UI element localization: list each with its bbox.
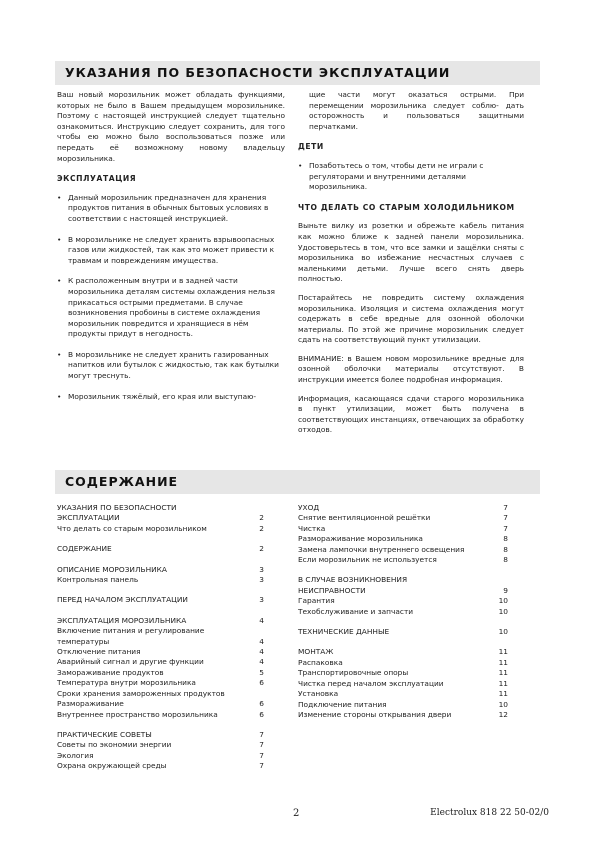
contents-title: СОДЕРЖАНИЕ: [65, 474, 179, 489]
contents-entry-page: 12: [498, 709, 508, 719]
contents-entry: [298, 575, 508, 585]
contents-entry: [57, 513, 264, 523]
children-list: [298, 161, 524, 193]
contents-group: [57, 616, 264, 720]
contents-entry: [57, 751, 264, 761]
contents-entry-title: ПЕРЕД НАЧАЛОМ ЭКСПЛУАТАЦИИ: [57, 595, 188, 605]
contents-entry: [57, 595, 264, 605]
contents-entry-page: 6: [259, 699, 264, 709]
contents-entry: [57, 575, 264, 585]
contents-left-column: [57, 503, 264, 782]
contents-entry-page: 2: [259, 544, 264, 554]
contents-entry-page: 3: [259, 575, 264, 585]
contents-entry-page: 6: [259, 678, 264, 688]
contents-entry-page: 8: [503, 534, 508, 544]
operation-continuation: щие части могут оказаться острыми. При перемещении морозильника следует соблю- дать осторожность и пользоваться защитными перчатками.: [309, 90, 524, 131]
contents-entry: [298, 586, 508, 596]
contents-entry: [57, 740, 264, 750]
contents-entry: [298, 503, 508, 513]
contents-entry-title: ЭКСПЛУАТАЦИИ: [57, 513, 120, 523]
contents-group: [298, 503, 508, 565]
contents-entry-page: 3: [259, 595, 264, 605]
contents-entry-page: 10: [498, 627, 508, 637]
contents-entry-title: Что делать со старым морозильником: [57, 523, 207, 533]
old-fridge-paragraph: ВНИМАНИЕ: в Вашем новом морозильнике вредные для озонной оболочки материалы отсутствуют. В инструкции имеется более подробная информация.: [298, 353, 524, 385]
contents-entry-page: 7: [259, 729, 264, 739]
old-fridge-paragraph: Информация, касающаяся сдачи старого морозильника в пункт утилизации, может быть получена в соответствующих инстанциях, отвечающих за обработку отходов.: [298, 393, 524, 435]
contents-entry-page: [494, 575, 508, 585]
contents-entry-page: 2: [259, 523, 264, 533]
contents-entry-title: Замораживание продуктов: [57, 667, 164, 677]
contents-entry-page: 7: [503, 513, 508, 523]
contents-entry: [298, 710, 508, 720]
contents-entry-page: 10: [498, 606, 508, 616]
contents-entry-page: 11: [498, 689, 508, 699]
contents-entry-page: [250, 689, 264, 699]
contents-entry-page: 4: [259, 657, 264, 667]
contents-entry: [298, 668, 508, 678]
contents-entry-title: Гарантия: [298, 596, 335, 606]
contents-entry-page: 4: [259, 636, 264, 646]
contents-entry-title: УХОД: [298, 503, 320, 512]
contents-entry: [57, 565, 264, 575]
contents-entry-title: ЭКСПЛУАТАЦИЯ МОРОЗИЛЬНИКА: [57, 615, 187, 625]
contents-header-band: [55, 470, 540, 494]
contents-entry: [57, 689, 264, 699]
contents-right-column: [298, 503, 508, 730]
contents-entry-page: 11: [498, 647, 508, 657]
contents-entry: [298, 524, 508, 534]
contents-entry-page: 11: [498, 657, 508, 667]
contents-entry-page: 6: [259, 709, 264, 719]
page-number: 2: [293, 808, 300, 819]
contents-entry-title: Аварийный сигнал и другие функции: [57, 657, 204, 667]
contents-entry-page: 10: [498, 699, 508, 709]
operation-list-item: • В морозильнике не следует хранить газированных напитков или бутылок с жидкостью, так как бутылки могут треснуть.: [57, 350, 285, 382]
contents-entry: [298, 627, 508, 637]
contents-entry-page: 7: [259, 761, 264, 771]
contents-entry-page: 9: [503, 585, 508, 595]
contents-entry-page: 5: [259, 667, 264, 677]
contents-entry: [298, 534, 508, 544]
contents-entry-title: Чистка перед началом эксплуатации: [298, 678, 444, 688]
contents-entry-title: СОДЕРЖАНИЕ: [57, 544, 112, 554]
contents-entry-page: 7: [503, 503, 508, 512]
contents-entry-title: Подключение питания: [298, 699, 387, 709]
contents-entry-title: Транспортировочные опоры: [298, 668, 409, 678]
contents-entry: [57, 678, 264, 688]
contents-entry: [298, 596, 508, 606]
contents-entry-title: Температура внутри морозильника: [57, 678, 196, 688]
contents-entry: [298, 689, 508, 699]
contents-group: [57, 565, 264, 586]
contents-entry: [57, 761, 264, 771]
contents-entry: [57, 668, 264, 678]
contents-entry: [57, 730, 264, 740]
contents-entry-page: 7: [503, 523, 508, 533]
contents-group: [298, 627, 508, 637]
contents-entry-title: Если морозильник не используется: [298, 555, 437, 565]
contents-entry: [298, 555, 508, 565]
contents-entry: [298, 700, 508, 710]
contents-group: [298, 647, 508, 720]
operation-list-item: • В морозильнике не следует хранить взрывоопасных газов или жидкостей, так как это может привести к травмам и повреждениям имущества.: [57, 235, 285, 267]
contents-entry: [57, 647, 264, 657]
contents-entry-page: 4: [259, 615, 264, 625]
contents-group: [57, 544, 264, 554]
contents-entry-title: Охрана окружающей среды: [57, 761, 167, 771]
contents-entry: [57, 657, 264, 667]
contents-group: [57, 730, 264, 772]
contents-entry-page: 11: [498, 678, 508, 688]
contents-entry-title: Советы по экономии энергии: [57, 740, 172, 750]
contents-entry-page: 10: [498, 596, 508, 606]
contents-entry-title: Снятие вентиляционной решётки: [298, 513, 431, 523]
contents-entry: [298, 607, 508, 617]
children-list-item: • Позаботьтесь о том, чтобы дети не играли с регуляторами и внутренними деталями морозильника.: [298, 161, 524, 193]
safety-right-column: [298, 90, 524, 444]
safety-header-band: [55, 61, 540, 85]
contents-entry: [57, 524, 264, 534]
contents-entry-title: МОНТАЖ: [298, 647, 334, 657]
contents-entry-page: 7: [259, 740, 264, 750]
contents-group: [298, 575, 508, 617]
contents-entry: [298, 513, 508, 523]
operation-list-item: • К расположенным внутри и в задней части морозильника деталям системы охлаждения нельзя прикасаться острыми предметами. В случае возникновения пробоины в системе охлаждения морозильник повредится и хранящиеся в нём продукты придут в негодность.: [57, 276, 285, 340]
contents-entry: [57, 503, 264, 513]
contents-entry-title: ОПИСАНИЕ МОРОЗИЛЬНИКА: [57, 564, 167, 574]
contents-entry-title: ПРАКТИЧЕСКИЕ СОВЕТЫ: [57, 729, 152, 739]
contents-entry-title: Экология: [57, 750, 94, 760]
contents-entry-title: Установка: [298, 689, 339, 699]
contents-entry: [57, 626, 264, 636]
contents-entry: [57, 637, 264, 647]
contents-entry-title: Сроки хранения замороженных продуктов: [57, 688, 225, 698]
contents-entry-page: [250, 503, 264, 513]
safety-left-column: [57, 90, 285, 412]
contents-entry-title: Отключение питания: [57, 647, 141, 657]
contents-entry-title: Размораживание: [57, 699, 124, 709]
safety-title: УКАЗАНИЯ ПО БЕЗОПАСНОСТИ ЭКСПЛУАТАЦИИ: [65, 65, 451, 80]
contents-entry-page: 4: [259, 647, 264, 657]
contents-entry-title: Изменение стороны открывания двери: [298, 709, 452, 719]
contents-entry-page: 3: [259, 564, 264, 574]
operation-list-item: • Морозильник тяжёлый, его края или выступаю-: [57, 392, 285, 403]
contents-entry-title: Размораживание морозильника: [298, 534, 423, 544]
children-heading: ДЕТИ: [298, 142, 324, 152]
contents-entry-title: В СЛУЧАЕ ВОЗНИКНОВЕНИЯ: [298, 575, 408, 585]
contents-entry-title: Чистка: [298, 523, 326, 533]
contents-entry-page: 8: [503, 544, 508, 554]
contents-group: [57, 595, 264, 605]
operation-list: [57, 193, 285, 403]
contents-entry: [298, 647, 508, 657]
contents-entry-page: [250, 626, 264, 636]
contents-entry-title: температуры: [57, 636, 110, 646]
old-fridge-paragraph: Выньте вилку из розетки и обрежьте кабель питания как можно ближе к задней панели морозильника. Удостоверьтесь в том, что все замки и защёлки сняты с морозильника во избежание несчастных случаев с маленькими детьми. Лучше всего снять дверь полностью.: [298, 221, 524, 284]
contents-entry: [57, 544, 264, 554]
contents-entry-title: УКАЗАНИЯ ПО БЕЗОПАСНОСТИ: [57, 503, 177, 512]
contents-entry: [298, 679, 508, 689]
old-fridge-paragraphs: [298, 221, 524, 436]
operation-heading: ЭКСПЛУАТАЦИЯ: [57, 174, 137, 184]
operation-list-item: • Данный морозильник предназначен для хранения продуктов питания в обычных бытовых условиях в соответствии с настоящей инструкцией.: [57, 193, 285, 225]
contents-entry-page: 2: [259, 513, 264, 523]
contents-entry-page: 11: [498, 668, 508, 678]
brand-code: Electrolux 818 22 50-02/0: [430, 808, 549, 818]
old-fridge-paragraph: Постарайтесь не повредить систему охлаждения морозильника. Изоляция и система охлаждения могут содержать в себе вредные для озонной оболочки материалы. По этой же причине морозильник следует сдать на соответствующий пункт утилизации.: [298, 292, 524, 345]
contents-entry-page: 7: [259, 750, 264, 760]
contents-group: [57, 503, 264, 534]
safety-intro: Ваш новый морозильник может обладать функциями, которых не было в Вашем предыдущем морозильнике. Поэтому с настоящей инструкцией следует тщательно ознакомиться. Инструкцию следует сохранить, для того чтобы ею можно было воспользоваться позже или передать её возможному новому владельцу морозильника.: [57, 90, 285, 163]
contents-entry-title: Замена лампочки внутреннего освещения: [298, 544, 465, 554]
contents-entry: [57, 616, 264, 626]
contents-entry-title: НЕИСПРАВНОСТИ: [298, 585, 366, 595]
contents-entry: [298, 545, 508, 555]
contents-entry-title: Распаковка: [298, 657, 343, 667]
contents-entry-title: Внутреннее пространство морозильника: [57, 709, 218, 719]
contents-entry: [57, 710, 264, 720]
contents-entry-title: Техобслуживание и запчасти: [298, 606, 414, 616]
contents-entry-page: 8: [503, 555, 508, 565]
contents-entry: [298, 658, 508, 668]
contents-entry-title: Контрольная панель: [57, 575, 139, 585]
contents-entry-title: Включение питания и регулирование: [57, 626, 205, 636]
old-fridge-heading: ЧТО ДЕЛАТЬ СО СТАРЫМ ХОЛОДИЛЬНИКОМ: [298, 202, 515, 212]
contents-entry: [57, 699, 264, 709]
contents-entry-title: ТЕХНИЧЕСКИЕ ДАННЫЕ: [298, 627, 390, 637]
